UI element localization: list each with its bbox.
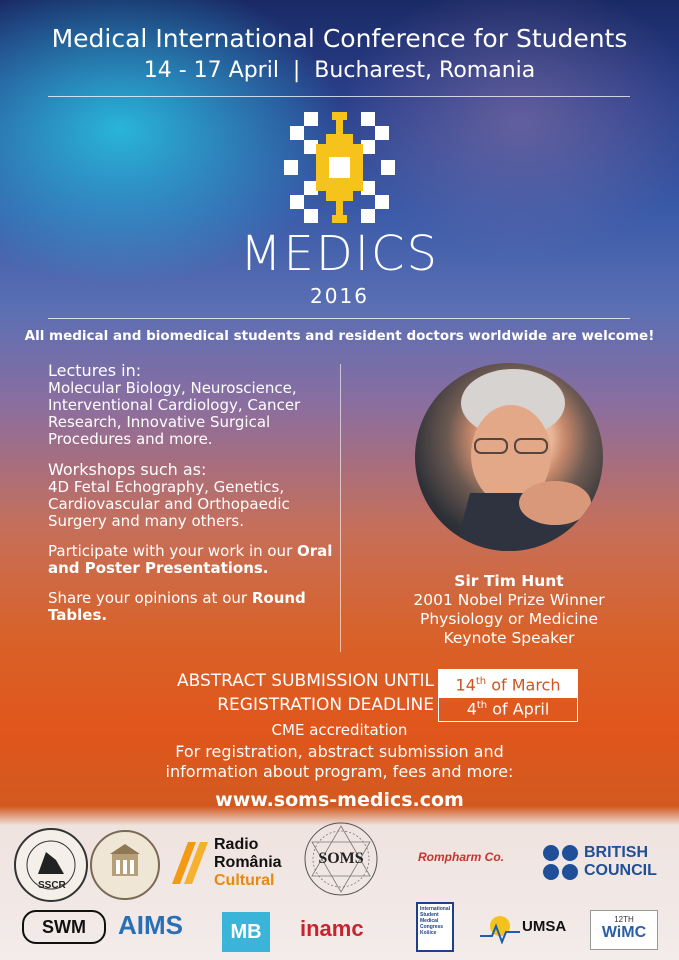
abstract-month: of March bbox=[486, 675, 561, 695]
sponsor-logos bbox=[0, 820, 679, 960]
aims-logo: AIMS bbox=[118, 910, 183, 940]
registration-deadline-row bbox=[130, 693, 576, 717]
workshops-text: 4D Fetal Echography, Genetics, Cardiovascular and Orthopaedic Surgery and many others. bbox=[48, 478, 290, 530]
speaker-portrait bbox=[415, 363, 603, 551]
wimc-line1: 12TH bbox=[614, 915, 634, 924]
header-divider bbox=[48, 96, 630, 97]
keynote-speaker bbox=[378, 572, 640, 648]
abstract-deadline-label: ABSTRACT SUBMISSION UNTIL bbox=[177, 671, 434, 691]
british-council-line1: BRITISH bbox=[584, 844, 648, 861]
mb-logo bbox=[222, 912, 270, 952]
umsa-label: UMSA bbox=[522, 918, 567, 935]
abstract-day-suffix: th bbox=[475, 676, 487, 687]
workshops-block bbox=[48, 461, 338, 530]
radio-waves-icon bbox=[170, 838, 210, 888]
university-building-icon bbox=[92, 832, 158, 898]
registration-deadline-label: REGISTRATION DEADLINE bbox=[217, 695, 434, 715]
ismc-line1: International bbox=[420, 906, 451, 912]
brand-name: MEDICS bbox=[240, 226, 439, 282]
inamsc-logo: inamc bbox=[300, 916, 364, 941]
british-council-logo bbox=[542, 840, 672, 890]
brand-year: 2016 bbox=[310, 284, 369, 308]
share-text: Share your opinions at our bbox=[48, 589, 248, 607]
umsa-heartbeat-icon bbox=[480, 914, 520, 944]
workshops-heading: Workshops such as: bbox=[48, 460, 207, 479]
swm-logo bbox=[22, 910, 106, 944]
abstract-day: 14 bbox=[455, 675, 476, 695]
welcome-message: All medical and biomedical students and resident doctors worldwide are welcome! bbox=[24, 328, 655, 344]
medics-logo-icon bbox=[284, 112, 395, 223]
participate-text: Participate with your work in our bbox=[48, 542, 293, 560]
ismc-kosice-logo bbox=[416, 902, 454, 952]
presentations-highlight: Oral and Poster Presentations. bbox=[48, 542, 333, 577]
british-council-dots-icon bbox=[542, 844, 580, 882]
radio-romania-cultural-logo bbox=[170, 832, 300, 894]
sscr-logo bbox=[14, 828, 88, 902]
swm-label: SWM bbox=[42, 917, 86, 937]
round-tables-highlight: Round Tables. bbox=[48, 589, 306, 624]
website-link[interactable]: www.soms-medics.com bbox=[215, 789, 464, 811]
lectures-heading: Lectures in: bbox=[48, 361, 142, 380]
registration-info-line1: For registration, abstract submission and bbox=[175, 742, 504, 761]
rompharm-logo: Rompharm Co. bbox=[418, 850, 505, 864]
ismc-line5: Košice bbox=[420, 930, 437, 936]
column-divider bbox=[340, 364, 341, 652]
round-tables-block bbox=[48, 590, 338, 624]
radio-name-line3: Cultural bbox=[214, 872, 275, 889]
soms-label: SOMS bbox=[318, 850, 364, 867]
radio-name-line1: Radio bbox=[214, 836, 259, 853]
speaker-photo-icon bbox=[415, 363, 603, 551]
registration-day: 4 bbox=[466, 699, 477, 719]
umsa-logo bbox=[480, 912, 580, 948]
registration-month: of April bbox=[487, 699, 550, 719]
brand-divider bbox=[48, 318, 630, 319]
ismc-line4: Congress bbox=[420, 924, 444, 930]
abstract-deadline-row bbox=[130, 669, 576, 693]
lectures-block bbox=[48, 362, 338, 448]
lectures-text: Molecular Biology, Neuroscience, Interventional Cardiology, Cancer Research, Innovative Surgical Procedures and more. bbox=[48, 379, 301, 448]
speaker-field: Physiology or Medicine bbox=[420, 610, 598, 628]
ismc-line2: Student bbox=[420, 912, 439, 918]
radio-name-line2: România bbox=[214, 854, 282, 871]
registration-day-suffix: th bbox=[476, 700, 488, 711]
speaker-role: Keynote Speaker bbox=[443, 629, 575, 647]
mb-label: MB bbox=[230, 921, 262, 943]
speaker-award: 2001 Nobel Prize Winner bbox=[413, 591, 605, 609]
conference-title: Medical International Conference for Students bbox=[51, 24, 628, 53]
wimc-logo bbox=[590, 910, 658, 950]
wimc-line2: WiMC bbox=[601, 924, 647, 941]
speaker-name: Sir Tim Hunt bbox=[454, 572, 564, 590]
ismc-line3: Medical bbox=[420, 918, 439, 924]
program-column bbox=[48, 362, 338, 637]
registration-deadline-date bbox=[438, 693, 578, 722]
cme-accreditation: CME accreditation bbox=[271, 721, 408, 739]
university-seal bbox=[90, 830, 160, 900]
soms-logo bbox=[302, 820, 380, 898]
registration-info-line2: information about program, fees and more: bbox=[165, 762, 514, 781]
conference-dates-location: 14 - 17 April | Bucharest, Romania bbox=[143, 58, 536, 83]
sscr-label: SSCR bbox=[38, 880, 66, 891]
british-council-line2: COUNCIL bbox=[584, 862, 657, 879]
presentations-block bbox=[48, 543, 338, 577]
registration-info bbox=[0, 742, 679, 782]
